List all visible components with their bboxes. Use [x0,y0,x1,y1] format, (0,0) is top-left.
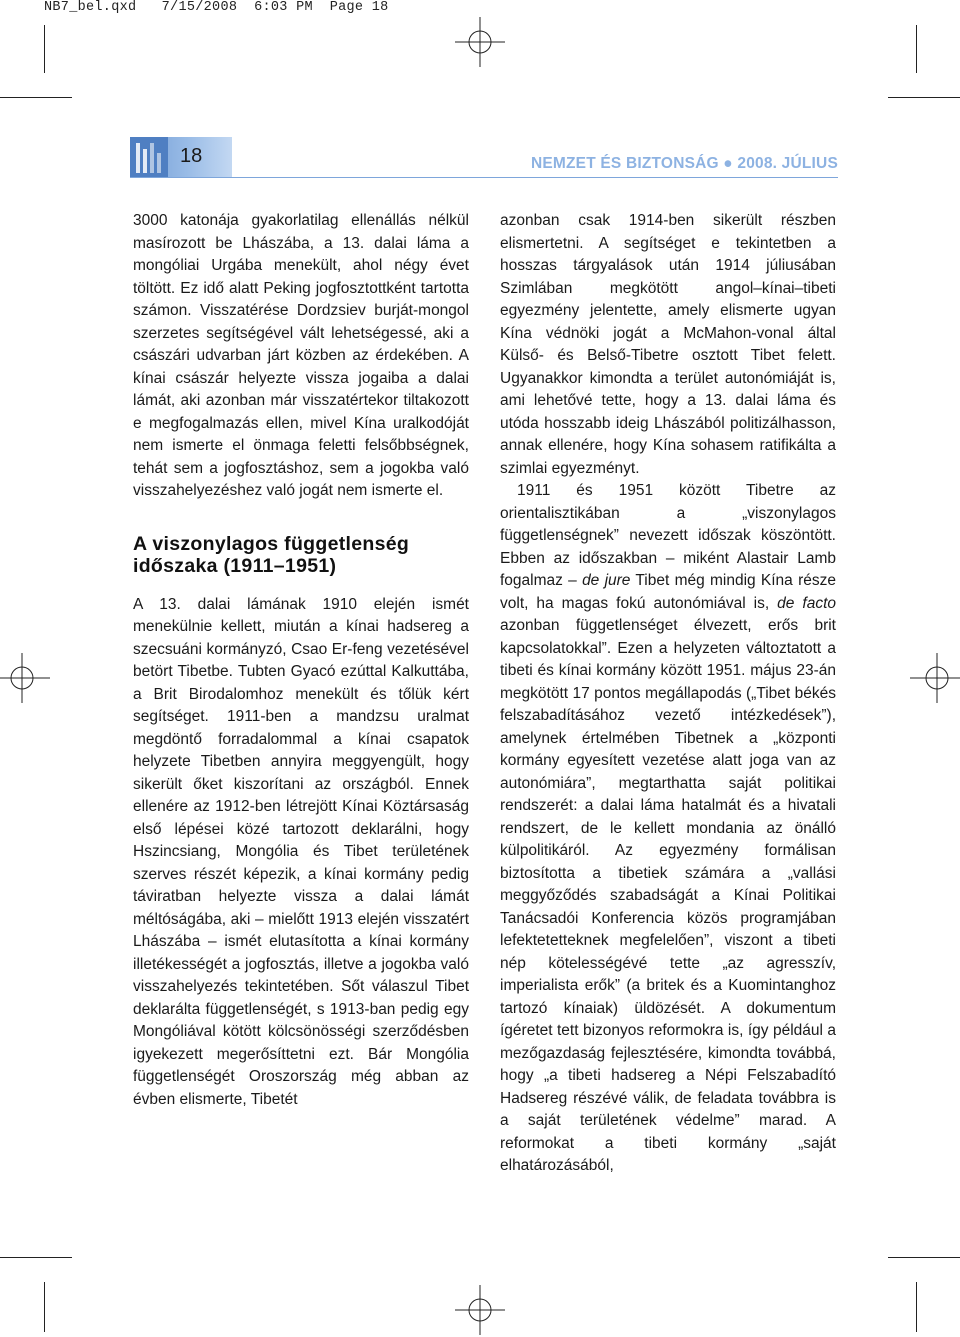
running-head-issue: 2008. JÚLIUS [737,155,838,172]
text-run: azonban függetlenséget élvezett, erős brit kapcsolatokkal”. Ezen a helyzeten változtatott a tibeti és kínai kormány között 1951. május 23-án megkötött 17 pontos megállapodás („Tibet békés felszabadításához vezető intézkedések”), amelynek értelmében Tibetnek a „központi kormány egyesített vezetése alatt joga van az autonómiára”, megtarthatta saját politikai rendszerét: a dalai láma hatalmát és a hivatali rendszert, de le kellett mondania az önálló külpolitikáról. Az egyezmény formálisan biztosította a tibetiek számára a „vallási meggyőződés szabadságát a Kínai Politikai Tanácsadói Konferencia közös programjában lefektetetteknek megfelelően”, viszont a tibeti nép kötelességévé tette „az agresszív, imperialista erők” (a britek és a Kuomintanghoz tartozó kínaiak) üldözését. A dokumentum ígéretet tett bizonyos reformokra is, így például a mezőgazdaság fejlesztésére, kimondta továbbá, hogy „a tibeti hadsereg a Népi Felszabadító Hadsereg részévé válik, de feladata továbbra is a saját területének védelme” marad. A reformokat a tibeti kormány „saját elhatározásából, [500,617,836,1174]
page-header-bar [130,137,232,177]
body-paragraph: 3000 katonája gyakorlatilag ellenállás nélkül masírozott be Lhászába, a 13. dalai láma a mongóliai Urgába menekült, ahol négy évet töltött. Ez idő alatt Peking jogfosztottként tartotta számon. Visszatérése Dordzsiev burját-mongol szerzetes segítségével vált lehetségessé, aki a császári udvarban járt közben az érdekében. A kínai császár helyezte vissza jogaiba a dalai lámát, aki azonban már visszatértekor tiltakozott e megfogalmazás ellen, mivel Kína uralkodóját nem ismerte el önmaga feletti felsőbbségnek, tehát sem a jogfosztáshoz, sem a jogokba való visszahelyezéshez való jogát nem ismerte el. [133,212,469,499]
journal-logo-icon [130,137,168,177]
italic-term: de facto [777,594,836,612]
body-paragraph: azonban csak 1914-ben sikerült részben elismertetni. A segítséget e tekintetben a hosszas tárgyalások után 1914 júliusában Szimlában megkötött angol–kínai–tibeti egyezmény jelentette, amely elismerte ugyan Kína védnöki jogát a McMahon-vonal által Külső- és Belső-Tibetre osztott Tibet felett. Ugyanakkor kimondta a terület autonómiáját is, ami lehetővé tette, hogy a 13. dalai láma és utóda hosszabb ideig Lhászából politizálhasson, annak ellenére, hogy Kína sohasem ratifikálta a szimlai egyezményt. [500,212,836,477]
left-column [133,210,469,1111]
running-head [531,155,838,173]
registration-mark-top [455,17,505,67]
slug-page: Page 18 [329,0,389,15]
running-head-title: NEMZET ÉS BIZTONSÁG [530,155,719,172]
body-paragraph: A 13. dalai lámának 1910 elején ismét menekülnie kellett, miután a kínai hadsereg a szecsuáni kormányzó, Csao Er-feng vezetésével betört Tibetbe. Tubten Gyacó ezúttal Kalkuttába, a Brit Birodalomhoz menekült és tőlük kért segítséget. 1911-ben a mandzsu uralmat megdöntő forradalommal a kínai csapatok helyzete Tibetben annyira meggyengült, hogy sikerült őket kiszorítani az országból. Ennek ellenére az 1912-ben létrejött Kínai Köztársaság első lépései közé tartozott deklarálni, hogy Hszincsiang, Mongólia és Tibet területének szerves részét képezik, a kínai kormány pedig táviratban helyezte vissza a dalai lámát méltóságába, aki – mielőtt 1913 elején visszatért Lhászába – ismét elutasította a kínai kormány illetékességét a jogfosztás, illetve a jogokba való visszahelyezés tekintetében. Sőt válaszul Tibet deklarálta függetlenségét, s 1913-ban pedig egy Mongóliával kötött kölcsönösségi szerződésben igyekezett megerősíttetni ezt. Bár Mongólia függetlenségét Oroszország még abban az évben elismerte, Tibetét [133,595,469,1108]
section-heading: A viszonylagos függetlenség időszaka (1911–1951) [133,532,410,577]
slug-date: 7/15/2008 [161,0,238,15]
text-run: Tibet még mindig Kína része volt, ha magas fokú autonómiával is, [500,572,836,612]
body-paragraph [500,480,836,1178]
slug-time: 6:03 PM [254,0,313,15]
registration-mark-bottom [455,1285,505,1335]
italic-term: de jure [582,572,631,589]
registration-mark-left [0,653,50,703]
registration-mark-right [910,653,960,703]
print-slug [44,0,389,15]
header-rule [130,177,838,178]
slug-filename: NB7_bel.qxd [44,0,137,15]
text-run: 1911 és 1951 között Tibetre az orientalisztikában a „viszonylagos függetlenségnek” nevezett időszak köszöntött. Ebben az időszakban – miként Alastair Lamb fogalmaz – [500,482,836,589]
bullet-icon: ● [723,155,733,172]
page-number: 18 [180,145,203,167]
right-column [500,210,836,1178]
